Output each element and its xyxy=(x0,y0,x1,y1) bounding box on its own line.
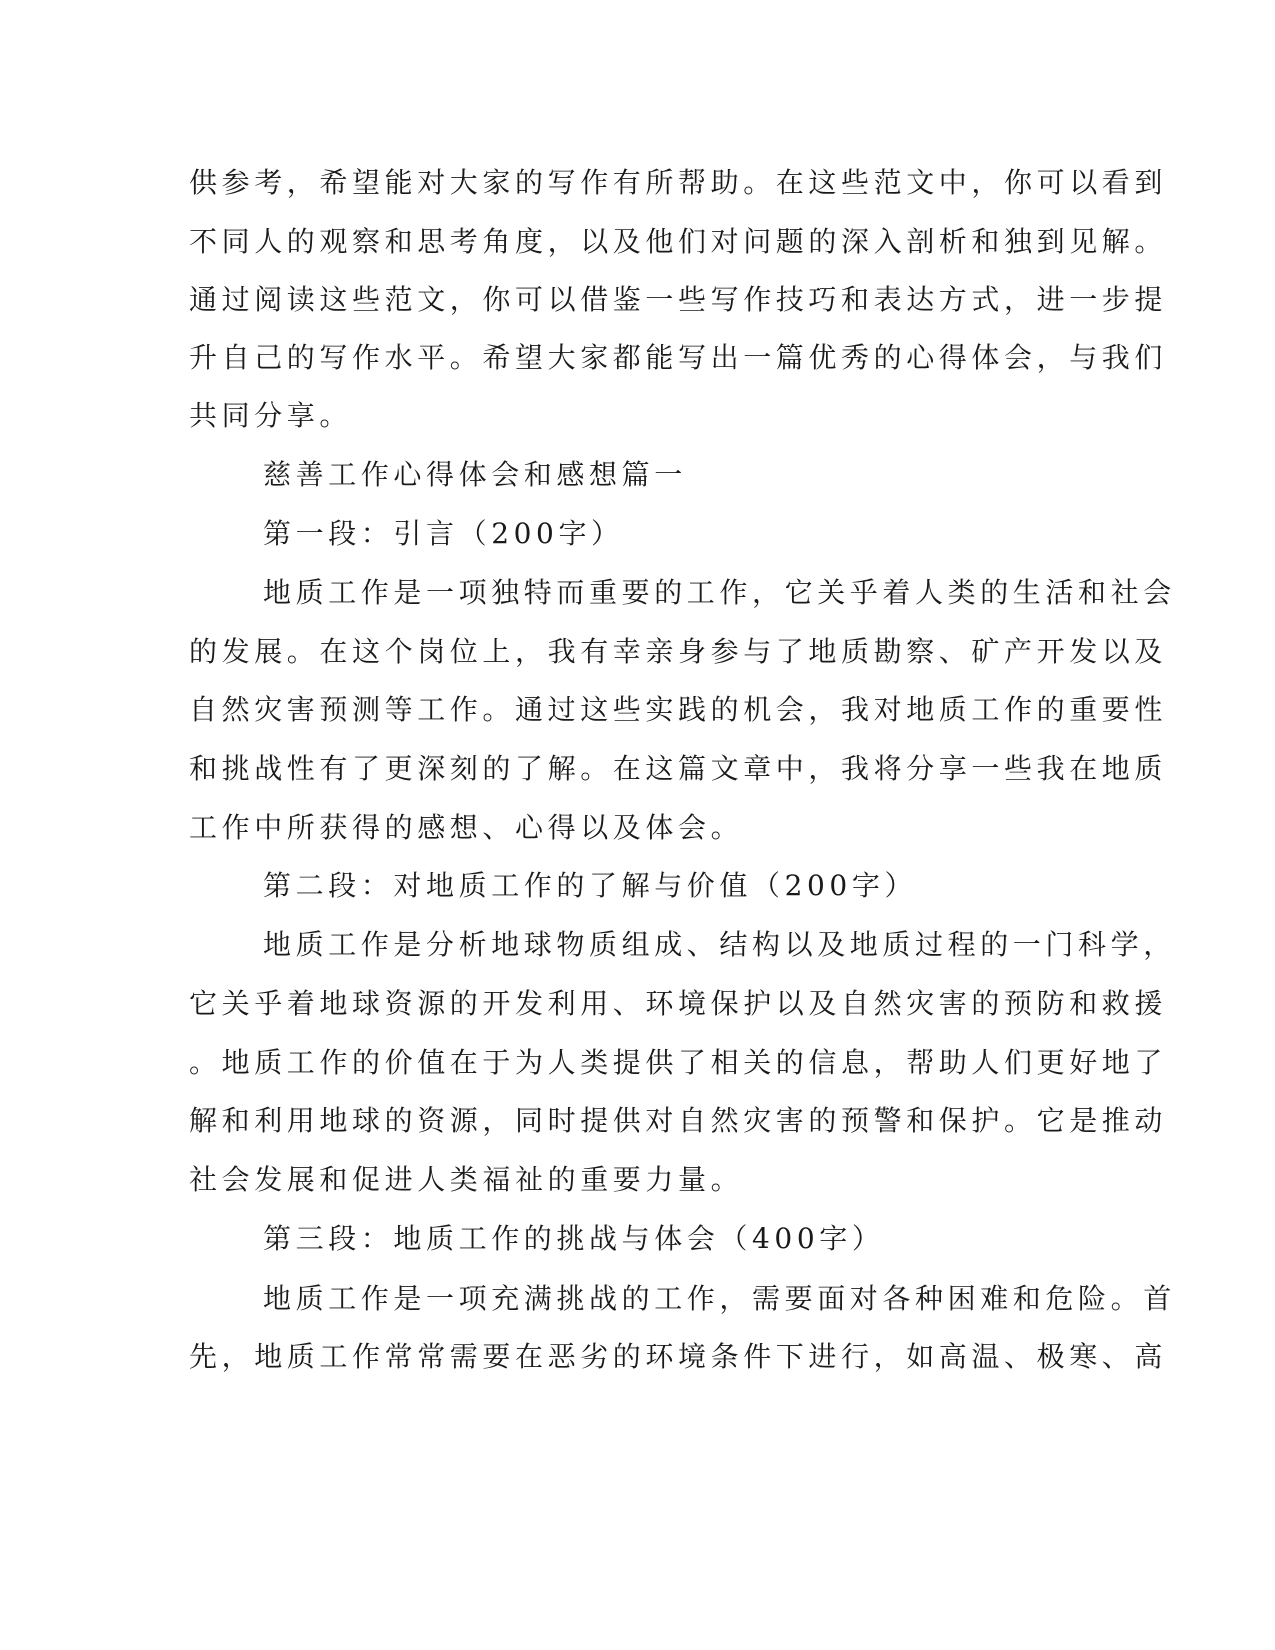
section-2-heading: 第二段：对地质工作的了解与价值（200字） xyxy=(263,869,918,902)
intro-line-5: 共同分享。 xyxy=(189,399,353,432)
section-2-line-3: 。地质工作的价值在于为人类提供了相关的信息，帮助人们更好地了 xyxy=(189,1046,1168,1079)
section-2-line-5: 社会发展和促进人类福祉的重要力量。 xyxy=(189,1163,744,1196)
section-2-line-4: 解和利用地球的资源，同时提供对自然灾害的预警和保护。它是推动 xyxy=(189,1104,1168,1137)
intro-line-4: 升自己的写作水平。希望大家都能写出一篇优秀的心得体会，与我们 xyxy=(189,341,1168,374)
section-1-heading: 第一段：引言（200字） xyxy=(263,517,624,550)
section-1-line-2: 的发展。在这个岗位上，我有幸亲身参与了地质勘察、矿产开发以及 xyxy=(189,635,1168,668)
section-2-line-1: 地质工作是分析地球物质组成、结构以及地质过程的一门科学， xyxy=(263,928,1176,961)
section-3-line-2: 先，地质工作常常需要在恶劣的环境条件下进行，如高温、极寒、高 xyxy=(189,1340,1168,1373)
section-1-line-3: 自然灾害预测等工作。通过这些实践的机会，我对地质工作的重要性 xyxy=(189,693,1168,726)
intro-line-3: 通过阅读这些范文，你可以借鉴一些写作技巧和表达方式，进一步提 xyxy=(189,283,1168,316)
section-1-line-4: 和挑战性有了更深刻的了解。在这篇文章中，我将分享一些我在地质 xyxy=(189,752,1168,785)
section-1-line-1: 地质工作是一项独特而重要的工作，它关乎着人类的生活和社会 xyxy=(263,576,1176,609)
section-1-line-5: 工作中所获得的感想、心得以及体会。 xyxy=(189,811,744,844)
section-3-heading: 第三段：地质工作的挑战与体会（400字） xyxy=(263,1222,885,1255)
intro-line-2: 不同人的观察和思考角度，以及他们对问题的深入剖析和独到见解。 xyxy=(189,225,1168,258)
section-2-line-2: 它关乎着地球资源的开发利用、环境保护以及自然灾害的预防和救援 xyxy=(189,987,1168,1020)
section-3-line-1: 地质工作是一项充满挑战的工作，需要面对各种困难和危险。首 xyxy=(263,1282,1176,1315)
intro-line-1: 供参考，希望能对大家的写作有所帮助。在这些范文中，你可以看到 xyxy=(189,166,1168,199)
article-title: 慈善工作心得体会和感想篇一 xyxy=(263,458,687,491)
